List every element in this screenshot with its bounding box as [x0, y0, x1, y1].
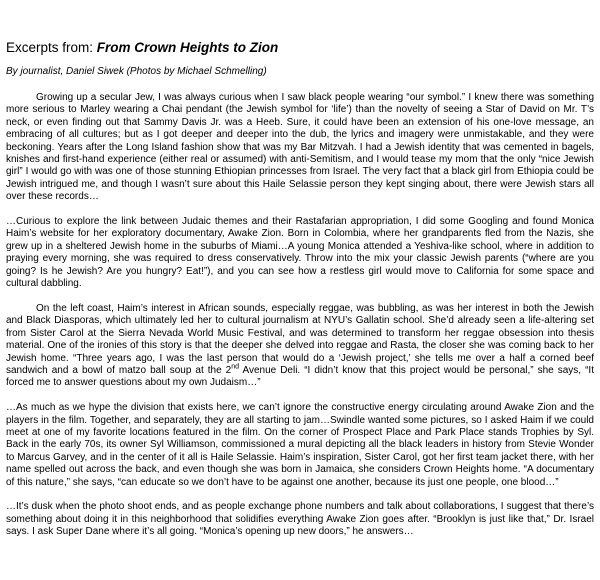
paragraph-3-text-before: On the left coast, Haim’s interest in African sounds, especially reggae, was bubbling, as was her interest in both the Jewish and Black Diasporas, which ultimately led her to cultural journalism at NYU’s Gallatin school. She’d already seen a life-altering set from Sister Carol at the Sierra Nevada World Music Festival, and was determined to transform her reggae obsession into thesis material. One of the ironies of this story is that the deeper she delved into reggae and Rasta, the closer she was coming back to her Jewish home. “Three years ago, I was the last person that would do a ‘Jewish project,’ she tells me over a half a corned beef sandwich and a bowl of matzo ball soup at the 2	[6, 302, 594, 376]
paragraph-4: …As much as we hype the division that exists here, we can’t ignore the constructive energy circulating around Awake Zion and the players in the film. Together, and separately, they are all starting to jam…Swindle wanted some pictures, so I asked Haim if we could meet at one of my favorite locations featured in the film. On the corner of Prospect Place and Park Place stands Trophies by Syl. Back in the early 70s, its owner Syl Williamson, commissioned a mural depicting all the black leaders in history from Stevie Wonder to Marcus Garvey, and in the center of it all is Haile Selassie. Haim’s inspiration, Sister Carol, got her first team jacket there, with her name spelled out across the back, and even though she was born in Jamaica, she considers Crown Heights home. “A documentary of this nature,” she says, “can educate so we don’t have to be against one another, because its just one people, one blood…”	[6, 402, 594, 488]
paragraph-3	[6, 303, 594, 390]
title-prefix: Excerpts from:	[6, 40, 97, 55]
paragraph-1: Growing up a secular Jew, I was always curious when I saw black people wearing “our symbol.” I knew there was something more serious to Marley wearing a Chai pendant (the Jewish symbol for ‘life’) than the novelty of seeing a Star of David on Mr. T’s neck, or even finding out that Sammy Davis Jr. was a Heeb. Sure, it could have been an extension of his one-love message, an embracing of all cultures; but as I got deeper and deeper into the dub, the lyrics and imagery were unmistakable, and they were beckoning. Years after the Long Island fashion show that was my Bar Mitzvah. I had a Jewish identity that was cemented in bagels, knishes and first-hand experience (either real or assumed) with anti-Semitism, and I would tease my mom that the only “nice Jewish girl” I would go with was one of those stunning Ethiopian princesses from Israel. The very fact that a black girl from Ethiopia could be Jewish intrigued me, and though I wasn’t sure about this Haile Selassie person they kept singing about, there were Jewish stars all over these records…	[6, 92, 594, 203]
paragraph-2: …Curious to explore the link between Judaic themes and their Rastafarian appropriation, I did some Googling and found Monica Haim’s website for her exploratory documentary, Awake Zion. Born in Colombia, where her grandparents fled from the Nazis, she grew up in a sheltered Jewish home in the suburbs of Miami…A young Monica attended a Yeshiva-like school, where in addition to praying every morning, she was required to dress conservatively. Throw into the mix your classic Jewish parents (“where are you going? Is he Jewish? Are you hungry? Eat!”), and you can see how a restless girl would move to California for some space and cultural dabbling.	[6, 216, 594, 290]
byline: By journalist, Daniel Siwek (Photos by Michael Schmelling)	[6, 66, 267, 77]
paragraph-5: …It’s dusk when the photo shoot ends, and as people exchange phone numbers and talk about collaborations, I suggest that there’s something about doing it in this neighborhood that solidifies everything Awake Zion goes after. “Brooklyn is just like that,” Dr. Israel says. I ask Super Dane where it’s all going. “Monica’s opening up new doors,” he answers…	[6, 501, 594, 538]
article-title	[6, 40, 594, 56]
title-name: From Crown Heights to Zion	[96, 40, 279, 55]
paragraph-3-text-after: Avenue Deli. “I didn’t know that this project would be personal,” she says, “It forced me to answer questions about my own Judaism…”	[6, 364, 594, 389]
paragraph-3-superscript: nd	[231, 363, 239, 371]
